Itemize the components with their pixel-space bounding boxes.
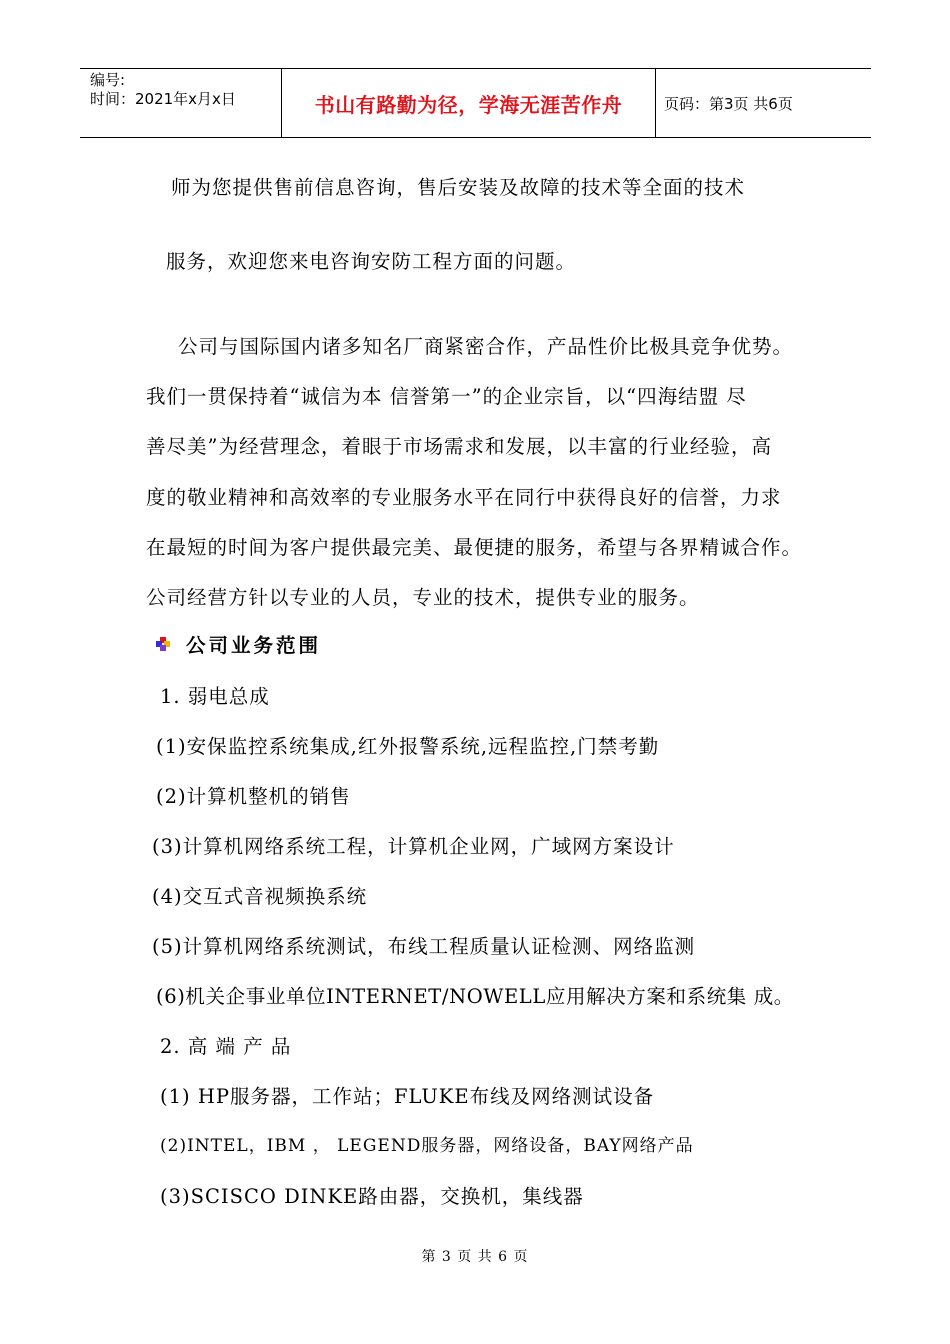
section-heading-text: 公司业务范围 bbox=[186, 634, 322, 657]
section-heading bbox=[156, 630, 321, 658]
list-item: (3)SCISCO DINKE路由器，交换机，集线器 bbox=[160, 1185, 584, 1208]
paragraph-line: 在最短的时间为客户提供最完美、最便捷的服务，希望与各界精诚合作。 bbox=[146, 536, 803, 559]
paragraph-line: 度的敬业精神和高效率的专业服务水平在同行中获得良好的信誉，力求 bbox=[146, 486, 782, 509]
list-item: (3)计算机网络系统工程，计算机企业网，广域网方案设计 bbox=[152, 835, 675, 858]
paragraph-line: 善尽美”为经营理念，着眼于市场需求和发展，以丰富的行业经验，高 bbox=[146, 435, 772, 458]
list-item: (5)计算机网络系统测试，布线工程质量认证检测、网络监测 bbox=[152, 935, 696, 958]
paragraph-line: 公司与国际国内诸多知名厂商紧密合作，产品性价比极具竞争优势。 bbox=[178, 335, 794, 358]
list-item: (2)INTEL，IBM ， LEGEND服务器，网络设备，BAY网络产品 bbox=[160, 1136, 694, 1156]
list-item: (1)安保监控系统集成,红外报警系统,远程监控,门禁考勤 bbox=[156, 735, 660, 758]
header-page-info: 页码：第3页 共6页 bbox=[664, 94, 793, 113]
paragraph-line: 师为您提供售前信息咨询，售后安装及故障的技术等全面的技术 bbox=[171, 176, 746, 199]
list-item: (1) HP服务器，工作站；FLUKE布线及网络测试设备 bbox=[160, 1085, 655, 1108]
time-label: 时间：2021年x月x日 bbox=[90, 90, 236, 108]
list-item: (6)机关企事业单位INTERNET/NOWELL应用解决方案和系统集 成。 bbox=[156, 985, 794, 1008]
list-item: (4)交互式音视频换系统 bbox=[152, 885, 368, 908]
bullet-diamond-icon bbox=[156, 637, 170, 651]
number-label: 编号: bbox=[90, 71, 126, 89]
page-header bbox=[80, 68, 871, 138]
list-item: (2)计算机整机的销售 bbox=[156, 785, 351, 808]
list-title: 1. 弱电总成 bbox=[160, 685, 270, 708]
paragraph-line: 服务，欢迎您来电咨询安防工程方面的问题。 bbox=[166, 250, 577, 273]
header-meta bbox=[80, 69, 282, 137]
list-title: 2. 高 端 产 品 bbox=[160, 1035, 292, 1058]
page-footer: 第 3 页 共 6 页 bbox=[421, 1249, 529, 1265]
paragraph-line: 公司经营方针以专业的人员，专业的技术，提供专业的服务。 bbox=[146, 586, 700, 609]
header-motto: 书山有路勤为径，学海无涯苦作舟 bbox=[282, 69, 656, 137]
paragraph-line: 我们一贯保持着“诚信为本 信誉第一”的企业宗旨，以“四海结盟 尽 bbox=[146, 385, 747, 408]
